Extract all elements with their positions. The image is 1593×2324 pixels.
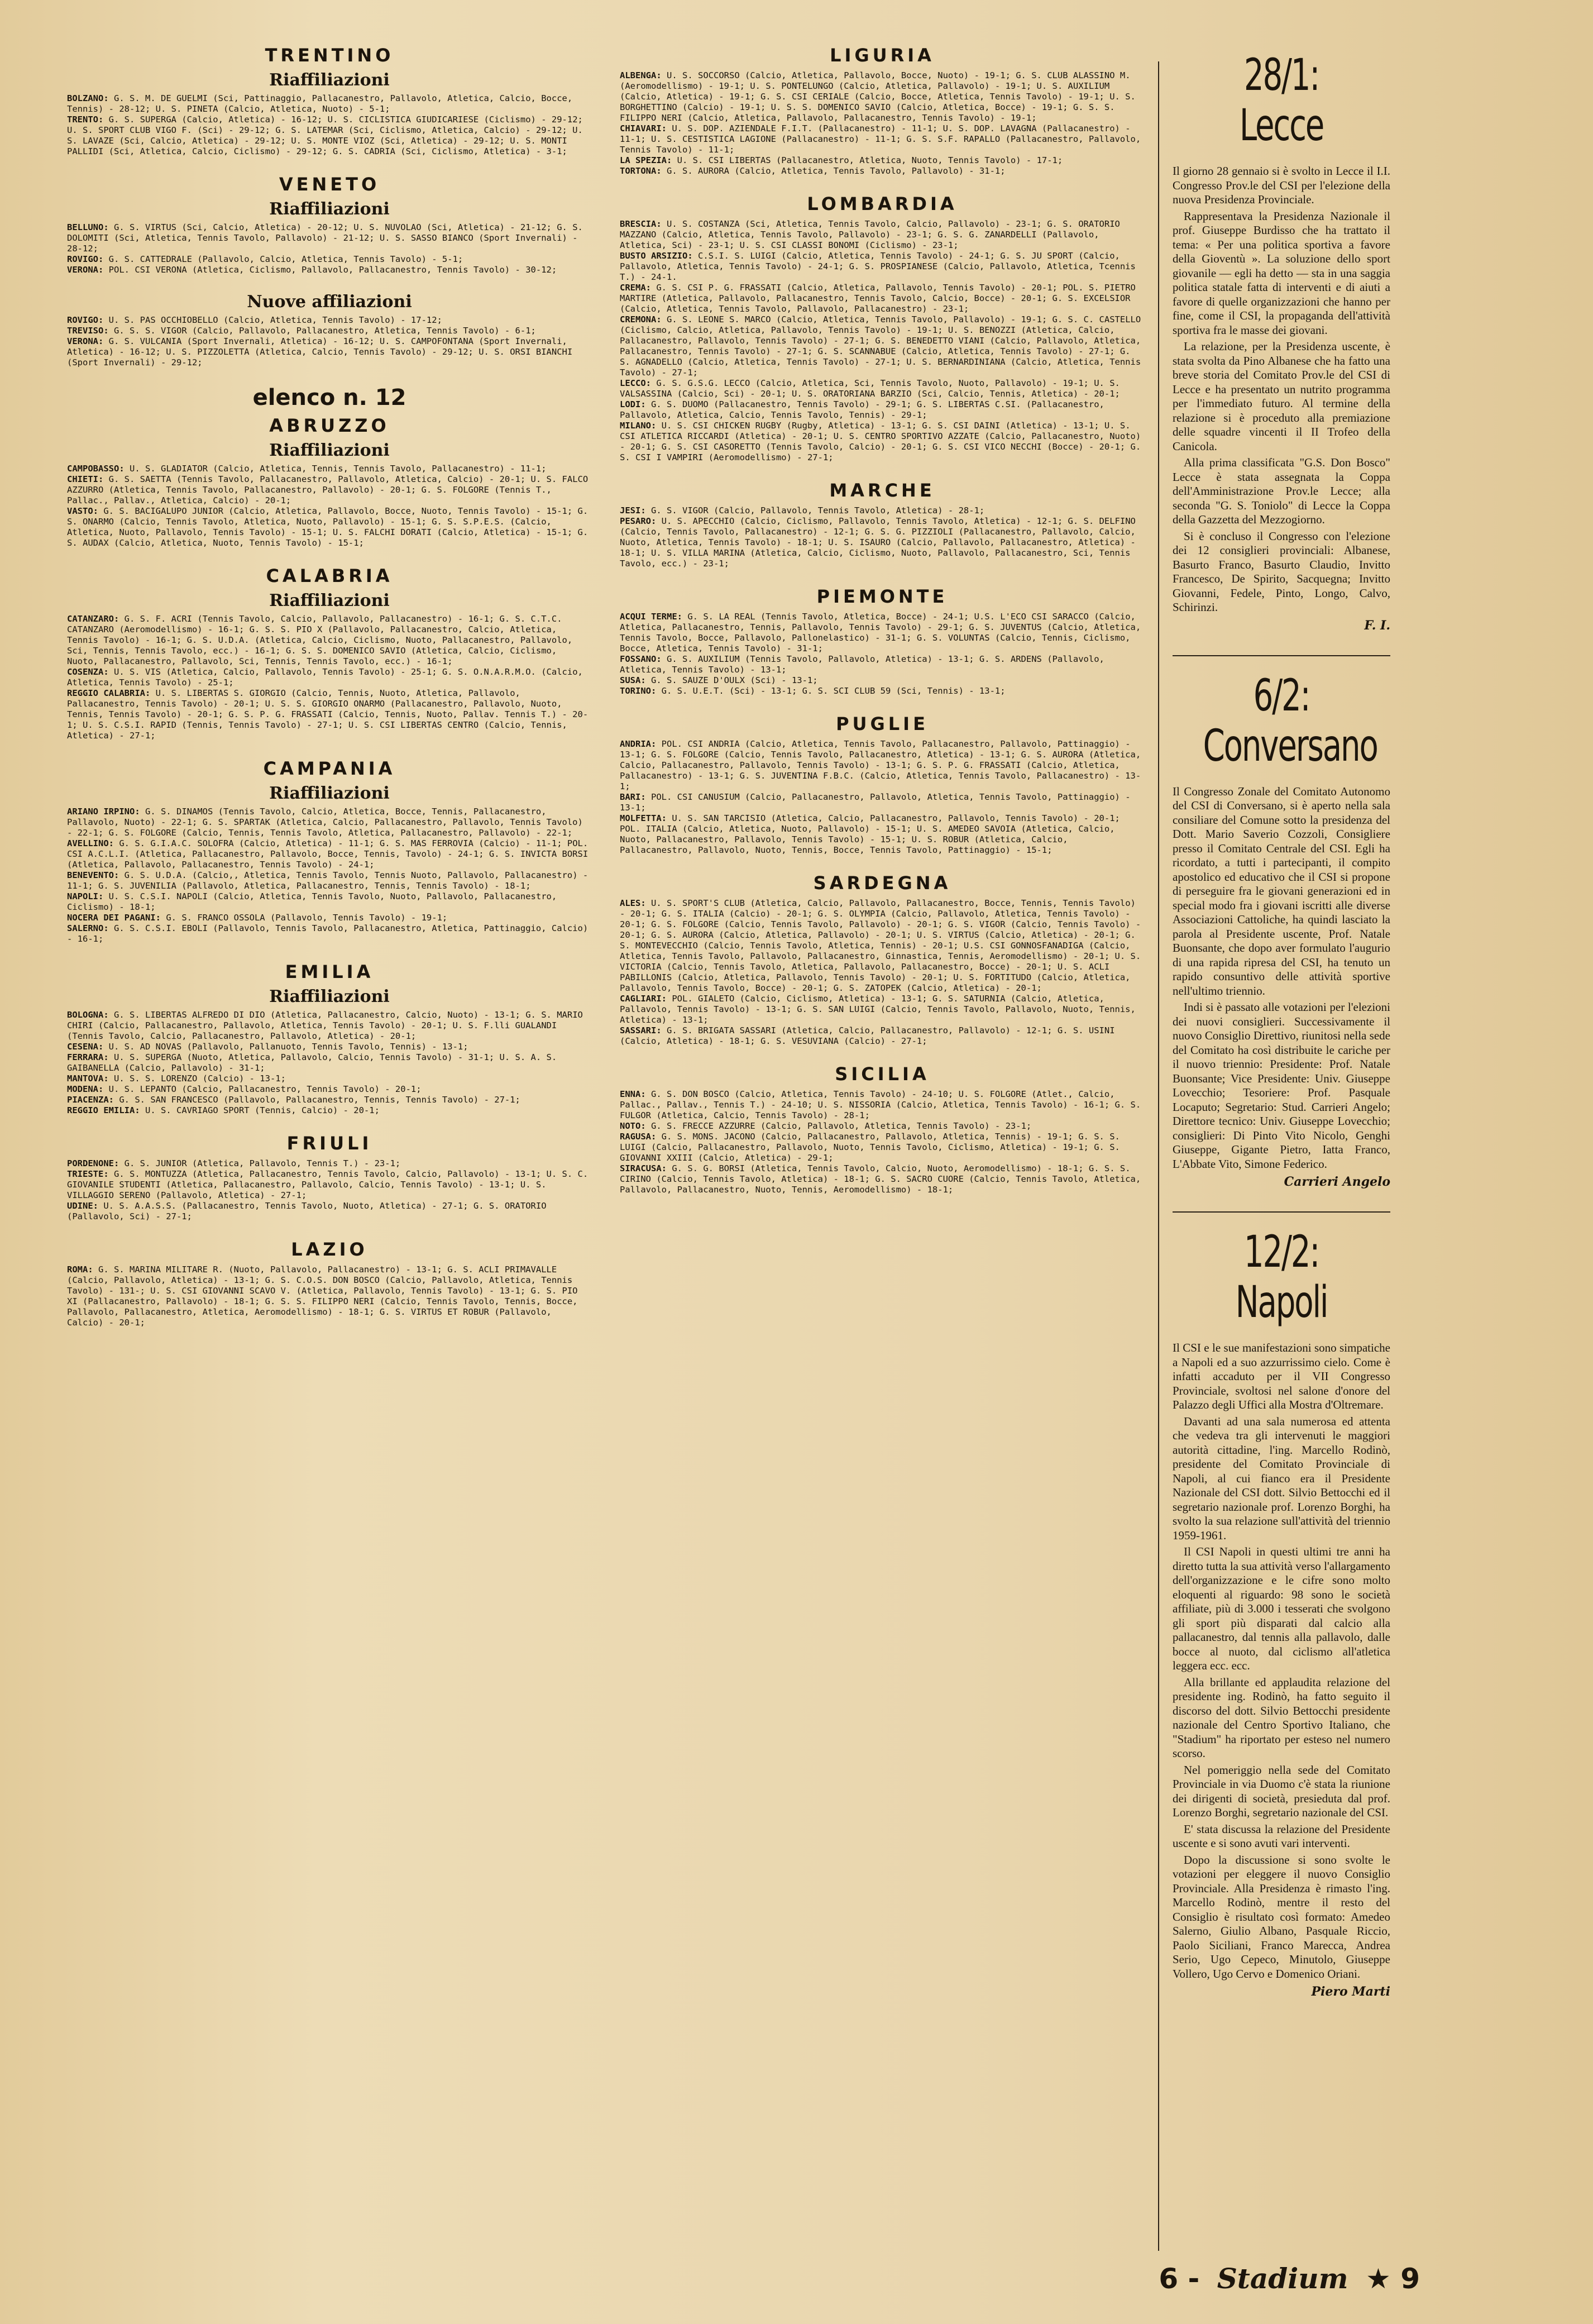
article-paragraph: Alla brillante ed applaudita relazione del presidente ing. Rodinò, ha fatto seguito il discorso del dott. Silvio Bettocchi presidente nazionale del Centro Sportivo Italiano, che "Stadium" ha riportato per esteso nel numero scorso.	[1173, 1675, 1390, 1760]
club-list-text: G. S. G.S.G. LECCO (Calcio, Atletica, Sci, Tennis Tavolo, Nuoto, Pallavolo) - 19-1; U. S. VALSASSINA (Calcio, Sci) - 20-1; U. S. ORATORIANA BARZIO (Sci, Calcio, Tennis, Atletica) - 20-1;	[620, 378, 1120, 399]
city-name: UDINE:	[67, 1201, 98, 1211]
region-heading: FRIULI	[286, 1133, 372, 1154]
city-name: TRIESTE:	[67, 1169, 109, 1179]
city-name: JESI:	[620, 505, 646, 516]
club-list-text: G. S. G. BORSI (Atletica, Tennis Tavolo, Calcio, Nuoto, Aeromodellismo) - 18-1; G. S. S. CIRINO (Calcio, Tennis Tavolo, Atletica) - 18-1; G. S. SACRO CUORE (Calcio, Tennis Tavolo, Atletica, Pallavolo, Pallacanestro, Nuoto, Tennis, Aeromodellismo) - 18-1;	[620, 1163, 1141, 1195]
club-entry	[67, 336, 592, 368]
section-subheading: Riaffiliazioni	[269, 70, 390, 90]
city-name: REGGIO EMILIA:	[67, 1105, 140, 1115]
club-entry	[620, 686, 1145, 696]
club-entry	[67, 807, 592, 838]
club-list-text: U. S. LIBERTAS S. GIORGIO (Calcio, Tennis, Nuoto, Atletica, Pallavolo, Pallacanestro, Tennis Tavolo) - 20-1; U. S. S. GIORGIO ONARMO (Pallacanestro, Pallavolo, Nuoto, Tennis, Tennis Tavolo) - 20-1; G. S. P. G. FRASSATI (Calcio, Tennis, Nuoto, Pallav. Tennis T.) - 20-1; U. S. C.S.I. RAPID (Tennis, Tennis Tavolo) - 27-1; U. S. CSI LIBERTAS CENTRO (Calcio, Tennis, Atletica) - 27-1;	[67, 688, 589, 741]
club-entry	[67, 1169, 592, 1201]
city-name: CHIAVARI:	[620, 123, 667, 133]
region-heading: LAZIO	[291, 1239, 368, 1260]
city-name: TORTONA:	[620, 166, 662, 176]
city-name: COSENZA:	[67, 667, 109, 677]
city-name: SIRACUSA:	[620, 1163, 667, 1173]
city-name: LECCO:	[620, 378, 651, 388]
region-section	[67, 174, 592, 275]
city-name: VERONA:	[67, 265, 104, 275]
city-name: MOLFETTA:	[620, 813, 667, 823]
club-entry	[620, 251, 1145, 283]
club-entry	[620, 421, 1145, 463]
region-section	[620, 193, 1145, 463]
left-column	[67, 45, 592, 1345]
region-heading: CALABRIA	[266, 565, 393, 586]
city-name: ARIANO IRPINO:	[67, 807, 140, 817]
club-list-text: G. S. MONTUZZA (Atletica, Pallacanestro, Tennis Tavolo, Calcio, Pallavolo) - 13-1; U. S. C. GIOVANILE STUDENTI (Atletica, Pallacanestro, Pallavolo, Calcio, Tennis Tavolo) - 13-1; U. S. VILLAGGIO SERENO (Pallavolo, Atletica) - 27-1;	[67, 1169, 589, 1200]
region-heading: SARDEGNA	[813, 872, 951, 894]
club-list-text: POL. CSI VERONA (Atletica, Ciclismo, Pallavolo, Pallacanestro, Tennis Tavolo) - 30-12;	[108, 265, 557, 275]
right-column	[1173, 45, 1390, 2021]
city-name: VERONA:	[67, 336, 104, 346]
club-entry	[620, 1025, 1145, 1047]
article-paragraph: Il CSI e le sue manifestazioni sono simpatiche a Napoli ed a suo azzurrissimo cielo. Come è infatti accaduto per il VII Congresso Provinciale, svoltosi nel salone d'onore del Palazzo degli Uffici alla Mostra d'Oltremare.	[1173, 1341, 1390, 1411]
club-list-text: U. S. CSI LIBERTAS (Pallacanestro, Atletica, Nuoto, Tennis Tavolo) - 17-1;	[677, 155, 1063, 165]
club-list-text: G. S. CSI P. G. FRASSATI (Calcio, Atletica, Pallavolo, Tennis Tavolo) - 20-1; POL. S. PIETRO MARTIRE (Atletica, Pallavolo, Pallacanestro, Tennis Tavolo, Calcio, Bocce) - 20-1; G. S. EXCELSIOR (Calcio, Atletica, Tennis Tavolo, Pallavolo, Pallacanestro) - 23-1;	[620, 283, 1136, 314]
region-section	[620, 480, 1145, 569]
city-name: ACQUI TERME:	[620, 612, 682, 622]
region-heading: SICILIA	[835, 1063, 930, 1085]
club-entry	[67, 870, 592, 891]
club-entry	[620, 166, 1145, 176]
club-entry	[67, 688, 592, 741]
magazine-title: Stadium	[1217, 2262, 1348, 2295]
article-signature: Carrieri Angelo	[1284, 1175, 1390, 1189]
article-paragraph: E' stata discussa la relazione del Presidente uscente e si sono avuti vari interventi.	[1173, 1822, 1390, 1850]
region-heading: TRENTINO	[265, 45, 394, 66]
city-name: PORDENONE:	[67, 1158, 119, 1168]
city-name: REGGIO CALABRIA:	[67, 688, 151, 698]
city-name: SALERNO:	[67, 923, 109, 933]
club-list-text: G. S. DINAMOS (Tennis Tavolo, Calcio, Atletica, Bocce, Tennis, Pallacanestro, Pallavolo, Nuoto) - 22-1; G. S. SPARTAK (Atletica, Calcio, Pallacanestro, Pallavolo, Tennis Tavolo) - 22-1; G. S. FOLGORE (Calcio, Tennis, Tennis Tavolo, Atletica, Pallacanestro, Pallavolo) - 22-1;	[67, 807, 583, 838]
city-name: NOTO:	[620, 1121, 646, 1131]
city-name: CATANZARO:	[67, 614, 119, 624]
city-name: CESENA:	[67, 1042, 104, 1052]
region-section	[620, 872, 1145, 1047]
club-entry	[620, 283, 1145, 314]
club-list-text: G. S. VIRTUS (Sci, Calcio, Atletica) - 20-12; U. S. NUVOLAO (Sci, Atletica) - 21-12; G. S. DOLOMITI (Sci, Atletica, Tennis Tavolo, Pallavolo) - 21-12; U. S. SASSO BIANCO (Sport Invernali) - 28-12;	[67, 222, 583, 254]
city-name: VASTO:	[67, 506, 98, 516]
region-heading: CAMPANIA	[263, 758, 396, 779]
club-entry	[67, 1158, 592, 1169]
club-entry	[67, 1042, 592, 1052]
city-name: PESARO:	[620, 516, 657, 526]
city-name: AVELLINO:	[67, 838, 114, 848]
article-signature: F. I.	[1364, 618, 1390, 633]
section-subheading: Riaffiliazioni	[269, 441, 390, 460]
city-name: CAGLIARI:	[620, 994, 667, 1004]
region-section	[620, 1063, 1145, 1195]
city-name: LODI:	[620, 399, 646, 409]
club-entry	[67, 1010, 592, 1042]
city-name: FERRARA:	[67, 1052, 109, 1062]
middle-column	[620, 45, 1145, 1212]
club-entry	[620, 1121, 1145, 1132]
region-section	[620, 586, 1145, 696]
city-name: TORINO:	[620, 686, 657, 696]
city-name: ENNA:	[620, 1089, 646, 1099]
city-name: MANTOVA:	[67, 1073, 109, 1084]
club-list-text: G. S. AURORA (Calcio, Atletica, Tennis Tavolo, Pallavolo) - 31-1;	[667, 166, 1006, 176]
region-heading: EMILIA	[285, 961, 374, 982]
club-list-text: G. S. MARINA MILITARE R. (Nuoto, Pallavolo, Pallacanestro) - 13-1; G. S. ACLI PRIMAVALLE (Calcio, Pallavolo, Atletica) - 13-1; G. S. C.O.S. DON BOSCO (Calcio, Pallavolo, Atletica, Tennis Tavolo) - 131-; U. S. CSI GIOVANNI SCAVO V. (Atletica, Pallavolo, Tennis Tavolo) - 13-1; G. S. PIO XI (Pallacanestro, Pallavolo) - 18-1; G. S. S. FILIPPO NERI (Calcio, Tennis Tavolo, Tennis, Bocce, Pallavolo, Pallacanestro, Atletica, Aeromodellismo) - 18-1; G. S. VIRTUS ET ROBUR (Pallavolo, Calcio) - 20-1;	[67, 1264, 578, 1328]
region-section	[67, 1133, 592, 1222]
club-entry	[67, 838, 592, 870]
club-list-text: G. S. LEONE S. MARCO (Calcio, Atletica, Tennis Tavolo, Pallavolo) - 19-1; G. S. C. CASTELLO (Ciclismo, Calcio, Atletica, Pallavolo, Tennis Tavolo) - 19-1; U. S. BENOZZI (Atletica, Calcio, Pallacanestro, Pallavolo, Tennis Tavolo) - 27-1; G. S. BENEDETTO VIANI (Calcio, Pallavolo, Atletica, Pallacanestro, Tennis Tavolo) - 27-1; G. S. SCANNABUE (Calcio, Atletica, Tennis Tavolo) - 27-1; G. S. AGNADELLO (Calcio, Atletica, Tennis Tavolo) - 27-1; U. S. BERNARDINIANA (Calcio, Atletica, Tennis Tavolo) - 27-1;	[620, 314, 1141, 378]
club-list-text: G. S. DON BOSCO (Calcio, Atletica, Tennis Tavolo) - 24-10; U. S. FOLGORE (Atlet., Calcio, Pallac., Pallav., Tennis T.) - 24-10; U. S. NISSORIA (Calcio, Atletica, Tennis Tavolo) - 16-1; G. S. FULGOR (Atletica, Calcio, Tennis Tavolo) - 28-1;	[620, 1089, 1141, 1120]
city-name: BARI:	[620, 792, 646, 802]
club-list-text: G. S. F. ACRI (Tennis Tavolo, Calcio, Pallavolo, Pallacanestro) - 16-1; G. S. C.T.C. CATANZARO (Aeromodellismo) - 16-1; G. S. S. PIO X (Pallavolo, Pallacanestro, Calcio, Atletica, Tennis Tavolo) - 16-1; G. S. U.D.A. (Atletica, Calcio, Ciclismo, Nuoto, Pallacanestro, Pallavolo, Sci, Tennis, Tennis Tavolo, ecc.) - 16-1; G. S. S. DOMENICO SAVIO (Atletica, Calcio, Ciclismo, Nuoto, Pallacanestro, Pallavolo, Sci, Tennis, Tennis Tavolo, ecc.) - 16-1;	[67, 614, 573, 666]
article-paragraph: Il giorno 28 gennaio si è svolto in Lecce il I.I. Congresso Prov.le del CSI per l'elezione della nuova Presidenza Provinciale.	[1173, 164, 1390, 206]
club-list-text: G. S. C.S.I. EBOLI (Pallavolo, Tennis Tavolo, Pallacanestro, Atletica, Pattinaggio, Calcio) - 16-1;	[67, 923, 589, 944]
city-name: CAMPOBASSO:	[67, 464, 125, 474]
city-name: BRESCIA:	[620, 219, 662, 229]
club-entry	[620, 1089, 1145, 1121]
city-name: MILANO:	[620, 421, 657, 431]
region-heading: PUGLIE	[836, 713, 929, 734]
club-list-text: G. S. JUNIOR (Atletica, Pallavolo, Tennis T.) - 23-1;	[124, 1158, 401, 1168]
article-paragraph: Nel pomeriggio nella sede del Comitato Provinciale in via Duomo c'è stata la riunione dei dirigenti di società, presieduta dal prof. Lorenzo Borghi, segretario nazionale del CSI.	[1173, 1763, 1390, 1819]
article-headline: 12/2: Napoli	[1235, 1227, 1328, 1328]
club-list-text: U. S. DOP. AZIENDALE F.I.T. (Pallacanestro) - 11-1; U. S. DOP. LAVAGNA (Pallacanestro) - 11-1; U. S. CESTISTICA LAGIONE (Pallacanestro) - 11-1; G. S. S.F. RAPALLO (Pallacanestro, Pallavolo, Tennis Tavolo) - 11-1;	[620, 123, 1141, 155]
club-list-text: G. S. SAN FRANCESCO (Pallavolo, Pallacanestro, Tennis, Tennis Tavolo) - 27-1;	[119, 1095, 520, 1105]
city-name: BUSTO ARSIZIO:	[620, 251, 693, 261]
club-entry	[67, 1052, 592, 1073]
region-heading: ABRUZZO	[269, 415, 390, 436]
club-list-text: U. S. A.A.S.S. (Pallacanestro, Tennis Tavolo, Nuoto, Atletica) - 27-1; G. S. ORATORIO (Pallavolo, Sci) - 27-1;	[67, 1201, 547, 1221]
city-name: ROMA:	[67, 1264, 93, 1275]
article-headline: 6/2: Conversano	[1203, 670, 1377, 771]
page-number-right: 9	[1400, 2263, 1420, 2295]
region-section	[67, 292, 592, 368]
star-icon: ★	[1365, 2263, 1391, 2295]
article-paragraph: Si è concluso il Congresso con l'elezione dei 12 consiglieri provinciali: Albanese, Basurto Franco, Basurto Claudio, Invitto Francesco, De Spirito, Sacquegna; Invitto Giovanni, Fedele, Pinto, Longo, Calvo, Schirinzi.	[1173, 529, 1390, 614]
article-divider	[1173, 655, 1390, 656]
city-name: PIACENZA:	[67, 1095, 114, 1105]
club-entry	[620, 898, 1145, 994]
region-heading: PIEMONTE	[816, 586, 948, 607]
city-name: BENEVENTO:	[67, 870, 119, 880]
club-entry	[67, 1105, 592, 1116]
city-name: ALBENGA:	[620, 70, 662, 80]
city-name: SUSA:	[620, 675, 646, 685]
club-list-text: U. S. PAS OCCHIOBELLO (Calcio, Atletica, Tennis Tavolo) - 17-12;	[108, 315, 442, 325]
club-entry	[620, 994, 1145, 1025]
club-list-text: G. S. G.I.A.C. SOLOFRA (Calcio, Atletica) - 11-1; G. S. MAS FERROVIA (Calcio) - 11-1; POL. CSI A.C.L.I. (Atletica, Pallacanestro, Pallavolo, Bocce, Tennis, Tavolo) - 24-1; G. S. INVICTA BORSI (Atletica, Pallavolo, Pallacanestro, Tennis Tavolo) - 24-1;	[67, 838, 589, 870]
section-subheading: Riaffiliazioni	[269, 591, 390, 610]
column-rule	[1158, 61, 1159, 2251]
club-entry	[620, 739, 1145, 792]
city-name: RAGUSA:	[620, 1132, 657, 1142]
article-paragraph: Il Congresso Zonale del Comitato Autonomo del CSI di Conversano, si è aperto nella sala consiliare del Comune sotto la presidenza del Dott. Mario Saverio Cozzoli, Consigliere presso il Comitato Centrale del CSI. Egli ha ricordato, a tutti i partecipanti, il compito apostolico ed educativo che il CSI si propone di perseguire fra le giovani generazioni ed in special modo fra i giovani iscritti alle diverse Associazioni Cattoliche, ha quindi lasciato la parola al Presidente uscente, Prof. Natale Buonsante, che dopo aver formulato l'augurio di una rapida ripresa del CSI, ha tenuto un rapido consuntivo delle attività sportive nell'ultimo triennio.	[1173, 784, 1390, 998]
section-subheading: Riaffiliazioni	[269, 987, 390, 1006]
club-entry	[620, 792, 1145, 813]
club-entry	[620, 70, 1145, 123]
club-entry	[67, 913, 592, 923]
club-list-text: G. S. BRIGATA SASSARI (Atletica, Calcio, Pallacanestro, Pallavolo) - 12-1; G. S. USINI (Calcio, Atletica) - 18-1; G. S. VESUVIANA (Calcio) - 27-1;	[620, 1025, 1115, 1046]
article-paragraph: Indi si è passato alle votazioni per l'elezioni dei nuovi consiglieri. Successivamente il nuovo Consiglio Direttivo, riunitosi nella sede del Comitato ha così distribuite le cariche per il nuovo triennio: Presidente: Prof. Natale Buonsante; Vice Presidente: Univ. Giuseppe Lovecchio; Tesoriere: Prof. Pasquale Locaputo; Segretario: Stud. Carrieri Angelo; Direttore tecnico: Univ. Giuseppe Lovecchio; consiglieri: Di Pinto Vito Nicolo, Genghi Giuseppe, Gigante Pietro, Iatta Franco, L'Abbate Vito, Simone Federico.	[1173, 1000, 1390, 1171]
club-list-text: POL. GIALETO (Calcio, Ciclismo, Atletica) - 13-1; G. S. SATURNIA (Calcio, Atletica, Pallavolo, Tennis Tavolo) - 13-1; G. S. SAN LUIGI (Calcio, Tennis Tavolo, Pallavolo, Nuoto, Tennis, Atletica) - 13-1;	[620, 994, 1136, 1025]
city-name: LA SPEZIA:	[620, 155, 672, 165]
club-list-text: U. S. APECCHIO (Calcio, Ciclismo, Pallavolo, Tennis Tavolo, Atletica) - 12-1; G. S. DELFINO (Calcio, Tennis Tavolo, Pallacanestro) - 12-1; G. S. G. PIZZIOLI (Pallacanestro, Pallavolo, Calcio, Nuoto, Atletica, Tennis Tavolo) - 18-1; U. S. ISAURO (Calcio, Pallavolo, Pallacanestro, Atletica) - 18-1; U. S. VILLA MARINA (Atletica, Calcio, Ciclismo, Nuoto, Pallavolo, Pallacanestro, Sci, Tennis Tavolo, ecc.) - 23-1;	[620, 516, 1136, 569]
club-entry	[620, 1163, 1145, 1195]
news-article	[1173, 671, 1390, 1213]
page-number-left: 6 -	[1159, 2263, 1200, 2295]
region-section	[67, 1239, 592, 1328]
club-list-text: G. S. FRANCO OSSOLA (Pallavolo, Tennis Tavolo) - 19-1;	[166, 913, 448, 923]
club-list-text: G. S. SAUZE D'OULX (Sci) - 13-1;	[651, 675, 818, 685]
section-subheading: Riaffiliazioni	[269, 199, 390, 219]
club-list-text: G. S. S. VIGOR (Calcio, Pallavolo, Pallacanestro, Atletica, Tennis Tavolo) - 6-1;	[114, 326, 536, 336]
club-list-text: POL. CSI CANUSIUM (Calcio, Pallacanestro, Pallavolo, Atletica, Tennis Tavolo, Pattinaggio) - 13-1;	[620, 792, 1131, 813]
city-name: CHIETI:	[67, 474, 104, 484]
city-name: NOCERA DEI PAGANI:	[67, 913, 161, 923]
club-list-text: C.S.I. S. LUIGI (Calcio, Atletica, Tennis Tavolo) - 24-1; G. S. JU SPORT (Calcio, Pallavolo, Atletica, Tennis Tavolo) - 24-1; G. S. PROSPIANESE (Calcio, Pallavolo, Atletica, Tcennis T.) - 24-1.	[620, 251, 1136, 282]
article-signature: Piero Marti	[1311, 1984, 1390, 1999]
article-paragraph: Rappresentava la Presidenza Nazionale il prof. Giuseppe Burdisso che ha trattato il tema: « Per una politica sportiva a favore della Gioventù ». La soluzione dello sport giovanile — egli ha detto — sta in una saggia politica statale fatta di interventi e di aiuti a favore di quelle organizzazioni che hanno per fine, come il CSI, la propaganda dell'attività sportiva fra le masse dei giovani.	[1173, 209, 1390, 337]
club-entry	[620, 654, 1145, 675]
club-list-text: G. S. SUPERGA (Calcio, Atletica) - 16-12; U. S. CICLISTICA GIUDICARIESE (Ciclismo) - 29-12; U. S. SPORT CLUB VIGO F. (Sci) - 29-12; G. S. LATEMAR (Sci, Ciclismo, Atletica, Calcio) - 29-12; U. S. LAVAZE (Sci, Calcio, Atletica) - 29-12; U. S. MONTE VIOZ (Sci, Atletica) - 29-12; U. S. MONTI PALLIDI (Sci, Atletica, Calcio, Ciclismo) - 29-12; G. S. CADRIA (Sci, Ciclismo, Atletica) - 3-1;	[67, 114, 583, 156]
page-footer	[1159, 2262, 1420, 2295]
city-name: TREVISO:	[67, 326, 109, 336]
club-entry	[67, 1095, 592, 1105]
region-section	[620, 45, 1145, 176]
club-entry	[620, 219, 1145, 251]
club-list-text: G. S. CATTEDRALE (Pallavolo, Calcio, Atletica, Tennis Tavolo) - 5-1;	[108, 254, 463, 264]
article-paragraph: La relazione, per la Presidenza uscente, è stata svolta da Pino Albanese che ha fatto una breve storia del Comitato Prov.le del CSI di Lecce e ha presentato un nutrito programma per l'immediato futuro. Al termine della relazione si è proceduto alla premiazione delle squadre vincenti il II Trofeo della Canicola.	[1173, 340, 1390, 453]
club-entry	[67, 315, 592, 326]
city-name: ROVIGO:	[67, 254, 104, 264]
club-list-text: U. S. AD NOVAS (Pallavolo, Pallanuoto, Tennis Tavolo, Tennis) - 13-1;	[108, 1042, 468, 1052]
club-list-text: U. S. CSI CHICKEN RUGBY (Rugby, Atletica) - 13-1; G. S. CSI DAINI (Atletica) - 13-1; U. S. CSI ATLETICA RICCARDI (Atletica) - 20-1; U. S. CENTRO SPORTIVO AZZATE (Calcio, Pallacanestro, Nuoto) - 20-1; G. S. CSI CASORETTO (Tennis Tavolo, Calcio) - 20-1; G. S. CSI VICO NECCHI (Bocce) - 20-1; G. S. CSI I VAMPIRI (Aeromodellismo) - 27-1;	[620, 421, 1141, 462]
club-entry	[620, 813, 1145, 856]
club-list-text: U. S. COSTANZA (Sci, Atletica, Tennis Tavolo, Calcio, Pallavolo) - 23-1; G. S. ORATORIO MAZZANO (Calcio, Atletica, Tennis Tavolo, Pallavolo) - 23-1; G. S. G. ZANARDELLI (Pallavolo, Atletica, Sci) - 23-1; U. S. CSI CLASSI BONOMI (Ciclismo) - 23-1;	[620, 219, 1120, 250]
club-list-text: G. S. MONS. JACONO (Calcio, Pallacanestro, Pallavolo, Atletica, Tennis) - 19-1; G. S. S. LUIGI (Calcio, Pallacanestro, Pallavolo, Nuoto, Tennis Tavolo, Ciclismo, Atletica) - 19-1; G. S. GIOVANNI XXIII (Calcio, Atletica) - 29-1;	[620, 1132, 1120, 1163]
club-list-text: U. S. SPORT'S CLUB (Atletica, Calcio, Pallavolo, Pallacanestro, Bocce, Tennis, Tennis Tavolo) - 20-1; G. S. ITALIA (Calcio) - 20-1; G. S. OLYMPIA (Calcio, Pallavolo, Atletica, Tennis Tavolo) - 20-1; G. S. FOLGORE (Calcio, Tennis Tavolo, Pallavolo) - 20-1; G. S. VIGOR (Calcio, Tennis Tavolo) - 20-1; G. S. AURORA (Calcio, Atletica, Pallavolo) - 20-1; U. S. VIRTUS (Calcio, Atletica) - 20-1; G. S. MONTEVECCHIO (Calcio, Tennis Tavolo, Atletica, Tennis) - 20-1; U.S. CSI GONNOSFANADIGA (Calcio, Atletica, Tennis Tavolo, Pallavolo, Pallacanestro, Ginnastica, Tennis, Aeromodellismo) - 20-1; U. S. VICTORIA (Calcio, Tennis Tavolo, Atletica, Pallavolo, Pallacanestro, Bocce) - 20-1; U. S. ACLI PABILLONIS (Calcio, Atletica, Pallavolo, Tennis Tavolo) - 20-1; U. S. FORTITUDO (Calcio, Atletica, Pallavolo, Tennis Tavolo, Bocce) - 20-1; G. S. ZATOPEK (Calcio, Atletica) - 20-1;	[620, 898, 1141, 993]
list-number-heading: elenco n. 12	[252, 385, 406, 411]
club-entry	[620, 378, 1145, 399]
region-heading: MARCHE	[829, 480, 935, 501]
section-subheading: Riaffiliazioni	[269, 784, 390, 803]
city-name: BOLOGNA:	[67, 1010, 109, 1020]
region-section	[67, 385, 592, 548]
club-list-text: U. S. CAVRIAGO SPORT (Tennis, Calcio) - 20-1;	[145, 1105, 380, 1115]
club-entry	[67, 891, 592, 913]
city-name: BELLUNO:	[67, 222, 109, 232]
club-list-text: U. S. C.S.I. NAPOLI (Calcio, Atletica, Tennis Tavolo, Nuoto, Pallavolo, Pallacanestro, Ciclismo) - 18-1;	[67, 891, 557, 912]
club-entry	[620, 399, 1145, 421]
city-name: BOLZANO:	[67, 93, 109, 103]
region-section	[67, 961, 592, 1116]
club-entry	[67, 254, 592, 265]
article-paragraph: Davanti ad una sala numerosa ed attenta che vedeva tra gli intervenuti le maggiori autorità cittadine, l'ing. Marcello Rodinò, presidente del Comitato Provinciale di Napoli, al cui fianco era il Presidente Nazionale del CSI dott. Silvio Bettocchi ed il segretario nazionale prof. Lorenzo Borghi, ha svolto la sua relazione sull'attività del triennio 1959-1961.	[1173, 1414, 1390, 1542]
club-list-text: G. S. LIBERTAS ALFREDO DI DIO (Atletica, Pallacanestro, Calcio, Nuoto) - 13-1; G. S. MARIO CHIRI (Calcio, Pallacanestro, Pallavolo, Atletica, Tennis Tavolo) - 20-1; U. S. F.lli GUALANDI (Tennis Tavolo, Calcio, Pallacanestro, Pallavolo, Atletica) - 20-1;	[67, 1010, 583, 1041]
article-paragraph: Dopo la discussione si sono svolte le votazioni per eleggere il nuovo Consiglio Provinciale. Alla Presidenza è rimasto l'ing. Marcello Rodinò, mentre il resto del Consiglio è risultato così formato: Amedeo Salerno, Giulio Albano, Pasquale Riccio, Paolo Siciliani, Franco Marecca, Andrea Serio, Ugo Cepeco, Minutolo, Giuseppe Vollero, Ugo Cervo e Domenico Oriani.	[1173, 1853, 1390, 1981]
club-entry	[620, 612, 1145, 654]
club-list-text: G. S. FRECCE AZZURRE (Calcio, Pallavolo, Atletica, Tennis Tavolo) - 23-1;	[651, 1121, 1032, 1131]
club-list-text: G. S. U.D.A. (Calcio,, Atletica, Tennis Tavolo, Tennis Nuoto, Pallavolo, Pallacanestro) - 11-1; G. S. JUVENILIA (Pallavolo, Atletica, Pallacanestro, Tennis, Tennis Tavolo) - 18-1;	[67, 870, 589, 891]
club-entry	[67, 1073, 592, 1084]
club-list-text: G. S. SAETTA (Tennis Tavolo, Pallacanestro, Pallavolo, Atletica, Calcio) - 20-1; U. S. FALCO AZZURRO (Atletica, Tennis Tavolo, Pallacanestro, Pallavolo) - 20-1; G. S. FOLGORE (Tennis T., Pallac., Pallav., Atletica, Calcio) - 20-1;	[67, 474, 589, 505]
club-list-text: U. S. S. LORENZO (Calcio) - 13-1;	[114, 1073, 286, 1084]
news-article	[1173, 1227, 1390, 1999]
club-entry	[67, 614, 592, 667]
city-name: CREMA:	[620, 283, 651, 293]
club-list-text: U. S. SUPERGA (Nuoto, Atletica, Pallavolo, Calcio, Tennis Tavolo) - 31-1; U. S. A. S. GAIBANELLA (Calcio, Pallavolo) - 31-1;	[67, 1052, 557, 1073]
club-list-text: G. S. BACIGALUPO JUNIOR (Calcio, Atletica, Pallavolo, Bocce, Nuoto, Tennis Tavolo) - 15-1; G. S. ONARMO (Calcio, Tennis Tavolo, Atletica, Nuoto, Pallavolo) - 15-1; G. S. S.P.E.S. (Calcio, Atletica, Nuoto, Pallavolo, Tennis Tavolo) - 15-1; U. S. FALCHI DORATI (Calcio, Atletica) - 15-1; G. S. AUDAX (Calcio, Atletica, Nuoto, Tennis Tavolo) - 15-1;	[67, 506, 589, 548]
club-entry	[620, 505, 1145, 516]
club-entry	[620, 675, 1145, 686]
club-entry	[67, 222, 592, 254]
club-list-text: POL. CSI ANDRIA (Calcio, Atletica, Tennis Tavolo, Pallacanestro, Pallavolo, Pattinaggio) - 13-1; G. S. FOLGORE (Calcio, Tennis Tavolo, Pallacanestro, Atletica) - 13-1; G. S. AURORA (Atletica, Calcio, Pallacanestro, Pallavolo, Tennis Tavolo) - 13-1; G. S. P. G. FRASSATI (Calcio, Atletica, Pallacanestro) - 13-1; G. S. JUVENTINA F.B.C. (Calcio, Atletica, Tennis Tavolo, Pallacanestro) - 13-1;	[620, 739, 1141, 791]
club-list-text: G. S. AUXILIUM (Tennis Tavolo, Pallavolo, Atletica) - 13-1; G. S. ARDENS (Pallavolo, Atletica, Tennis Tavolo) - 13-1;	[620, 654, 1104, 675]
section-subheading: Nuove affiliazioni	[247, 292, 412, 312]
club-list-text: G. S. DUOMO (Pallacanestro, Tennis Tavolo) - 29-1; G. S. LIBERTAS C.SI. (Pallacanestro, Pallavolo, Atletica, Calcio, Tennis Tavolo, Tennis) - 29-1;	[620, 399, 1104, 420]
club-list-text: U. S. SOCCORSO (Calcio, Atletica, Pallavolo, Bocce, Nuoto) - 19-1; G. S. CLUB ALASSINO M. (Aeromodellismo) - 19-1; U. S. PONTELUNGO (Calcio, Atletica, Pallavolo) - 19-1; U. S. AUXILIUM (Calcio, Atletica) - 19-1; G. S. CSI CERIALE (Calcio, Bocce, Atletica, Tennis Tavolo) - 19-1; U. S. BORGHETTINO (Calcio) - 19-1; U. S. S. DOMENICO SAVIO (Calcio, Atletica, Bocce) - 19-1; G. S. S. FILIPPO NERI (Calcio, Atletica, Pallavolo, Pallacanestro, Tennis Tavolo) - 19-1;	[620, 70, 1136, 123]
article-paragraph: Il CSI Napoli in questi ultimi tre anni ha diretto tutta la sua attività verso l'allargamento dell'organizzazione e le cifre sono molto eloquenti al riguardo: 98 sono le società affiliate, più di 3.000 i tesserati che svolgono gli sport più disparati dal calcio alla pallacanestro, dal tennis alla pallavolo, dalle bocce al nuoto, dal ciclismo all'atletica leggera ecc. ecc.	[1173, 1545, 1390, 1672]
city-name: FOSSANO:	[620, 654, 662, 664]
club-list-text: U. S. VIS (Atletica, Calcio, Pallavolo, Tennis Tavolo) - 25-1; G. S. O.N.A.R.M.O. (Calcio, Atletica, Tennis Tavolo) - 25-1;	[67, 667, 583, 688]
club-list-text: U. S. GLADIATOR (Calcio, Atletica, Tennis, Tennis Tavolo, Pallacanestro) - 11-1;	[130, 464, 547, 474]
club-entry	[67, 93, 592, 114]
article-paragraph: Alla prima classificata "G.S. Don Bosco" Lecce è stata assegnata la Coppa dell'Amministrazione Prov.le Lecce; alla seconda "G. S. Toniolo" di Lecce la Coppa della Gazzetta del Mezzogiorno.	[1173, 456, 1390, 526]
club-entry	[67, 923, 592, 944]
club-entry	[67, 1264, 592, 1328]
city-name: ANDRIA:	[620, 739, 657, 749]
city-name: TRENTO:	[67, 114, 104, 125]
club-entry	[67, 114, 592, 157]
club-list-text: U. S. SAN TARCISIO (Atletica, Calcio, Pallacanestro, Pallavolo, Tennis Tavolo) - 20-1; POL. ITALIA (Calcio, Atletica, Nuoto, Pallavolo) - 15-1; U. S. AMEDEO SAVOIA (Atletica, Calcio, Nuoto, Pallacanestro, Pallavolo, Tennis Tavolo) - 15-1; U. S. ROBUR (Atletica, Calcio, Pallacanestro, Pallavolo, Nuoto, Tennis, Bocce, Tennis Tavolo, Pattinaggio) - 15-1;	[620, 813, 1120, 855]
club-entry	[67, 506, 592, 548]
club-entry	[67, 265, 592, 275]
region-heading: LIGURIA	[830, 45, 935, 66]
city-name: NAPOLI:	[67, 891, 104, 901]
region-section	[620, 713, 1145, 856]
region-heading: LOMBARDIA	[807, 193, 958, 214]
city-name: MODENA:	[67, 1084, 104, 1094]
news-article	[1173, 50, 1390, 656]
article-divider	[1173, 1211, 1390, 1213]
club-list-text: G. S. VULCANIA (Sport Invernali, Atletica) - 16-12; U. S. CAMPOFONTANA (Sport Invernali, Atletica) - 16-12; U. S. PIZZOLETTA (Atletica, Calcio, Tennis Tavolo) - 29-12; U. S. ORSI BIANCHI (Sport Invernali) - 29-12;	[67, 336, 573, 368]
region-heading: VENETO	[279, 174, 380, 195]
city-name: SASSARI:	[620, 1025, 662, 1035]
club-entry	[620, 123, 1145, 155]
article-headline: 28/1: Lecce	[1239, 50, 1324, 151]
city-name: CREMONA:	[620, 314, 662, 324]
club-list-text: G. S. LA REAL (Tennis Tavolo, Atletica, Bocce) - 24-1; U.S. L'ECO CSI SARACCO (Calcio, Atletica, Pallacanestro, Tennis, Pallavolo, Tennis Tavolo) - 29-1; G. S. JUVENTUS (Calcio, Atletica, Tennis Tavolo, Bocce, Pallavolo, Pallonelastico) - 31-1; G. S. VOLUNTAS (Calcio, Tennis, Ciclismo, Bocce, Atletica, Tennis Tavolo) - 31-1;	[620, 612, 1141, 653]
city-name: ALES:	[620, 898, 646, 908]
region-section	[67, 565, 592, 741]
club-list-text: G. S. U.E.T. (Sci) - 13-1; G. S. SCI CLUB 59 (Sci, Tennis) - 13-1;	[661, 686, 1006, 696]
club-entry	[620, 1132, 1145, 1163]
club-entry	[67, 1201, 592, 1222]
club-list-text: G. S. M. DE GUELMI (Sci, Pattinaggio, Pallacanestro, Pallavolo, Atletica, Calcio, Bocce, Tennis) - 28-12; U. S. PINETA (Calcio, Atletica, Nuoto) - 5-1;	[67, 93, 573, 114]
region-section	[67, 45, 592, 157]
club-entry	[67, 474, 592, 506]
region-section	[67, 758, 592, 944]
club-entry	[67, 667, 592, 688]
club-entry	[620, 516, 1145, 569]
club-entry	[67, 326, 592, 336]
club-list-text: G. S. VIGOR (Calcio, Pallavolo, Tennis Tavolo, Atletica) - 28-1;	[651, 505, 985, 516]
club-entry	[67, 464, 592, 474]
city-name: ROVIGO:	[67, 315, 104, 325]
club-entry	[620, 155, 1145, 166]
club-entry	[620, 314, 1145, 378]
club-entry	[67, 1084, 592, 1095]
club-list-text: U. S. LEPANTO (Calcio, Pallacanestro, Tennis Tavolo) - 20-1;	[108, 1084, 422, 1094]
